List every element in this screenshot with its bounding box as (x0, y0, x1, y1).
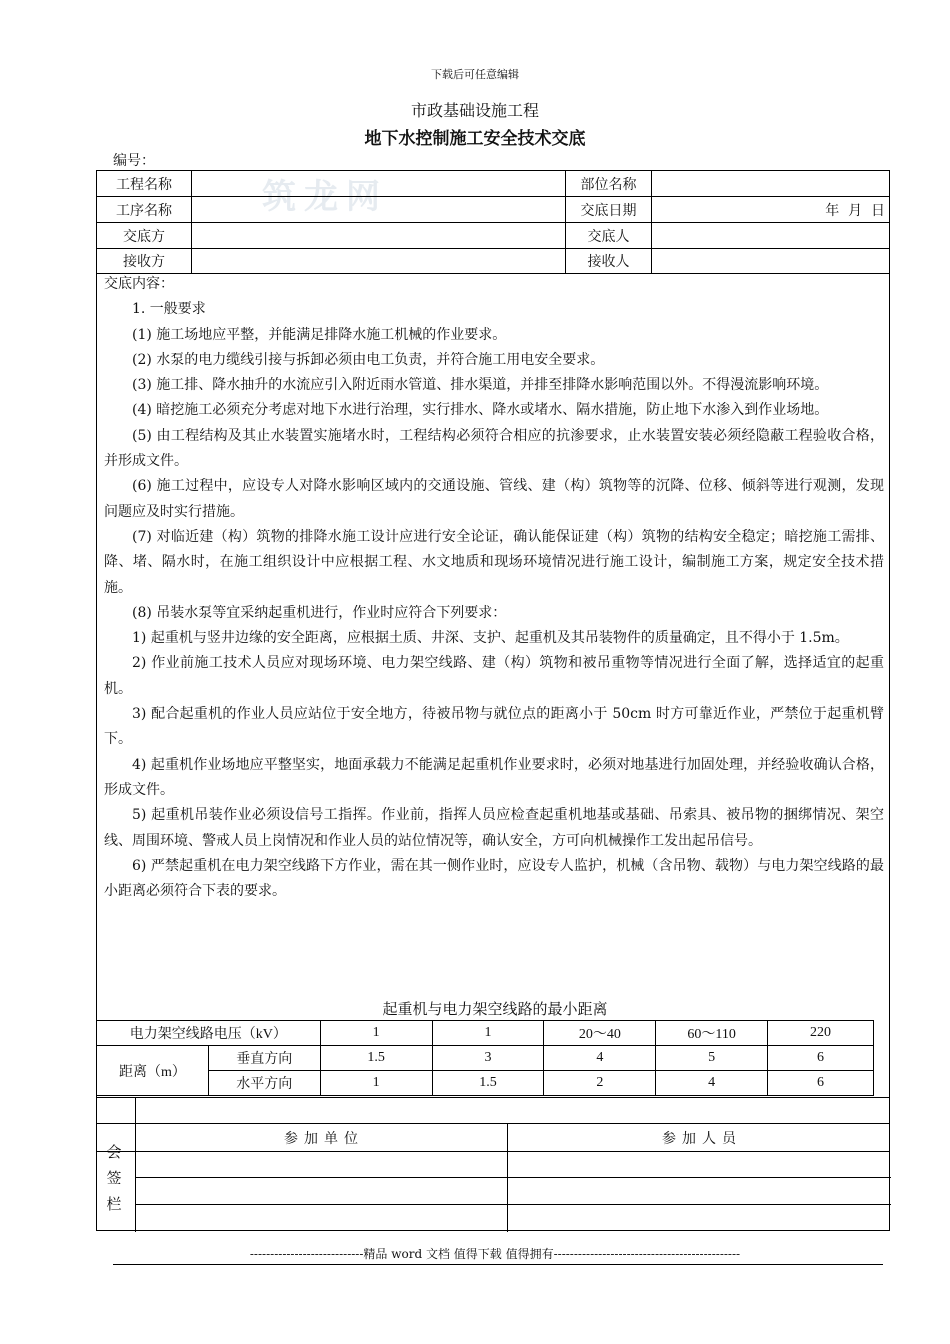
sign-char: 会 (106, 1143, 122, 1161)
receiver-field[interactable] (192, 249, 565, 273)
receiver-person-label: 接收人 (587, 254, 630, 270)
project-name-field[interactable] (192, 171, 565, 196)
handover-date-field[interactable]: 年 月 日 (825, 202, 885, 219)
content-paragraph: 3) 配合起重机的作业人员应站位于安全地方，待被吊物与就位点的距离小于 50cm 时方可靠近作业，严禁位于起重机臂下。 (104, 706, 884, 748)
sign-char: 签 (106, 1169, 122, 1187)
table-cell: 6 (768, 1046, 874, 1071)
giver-label: 交底方 (123, 228, 165, 245)
content-paragraph: 1. 一般要求 (132, 301, 206, 318)
content-paragraph: (4) 暗挖施工必须充分考虑对地下水进行治理，实行排水、降水或堵水、隔水措施，防止地下水渗入到作业场地。 (132, 402, 829, 419)
table-cell: 5 (656, 1046, 768, 1071)
table-cell: 3 (432, 1046, 544, 1071)
sign-side-label (104, 1139, 124, 1217)
receiver-person-field[interactable] (652, 249, 889, 273)
table-caption: 起重机与电力架空线路的最小距离 (382, 1000, 608, 1018)
handover-content (104, 272, 884, 904)
serial-label: 编号： (113, 153, 155, 169)
giver-person-field[interactable] (652, 223, 889, 248)
process-name-field[interactable] (192, 197, 565, 222)
giver-field[interactable] (192, 223, 565, 248)
sign-char: 栏 (106, 1195, 122, 1213)
content-paragraph: 2) 作业前施工技术人员应对现场环境、电力架空线路、建（构）筑物和被吊重物等情况进行全面了解，选择适宜的起重机。 (104, 655, 884, 697)
part-name-label: 部位名称 (580, 176, 637, 193)
table-cell: 1 (320, 1071, 432, 1096)
process-name-label: 工序名称 (116, 202, 172, 219)
voltage-label: 电力架空线路电压（kV） (97, 1021, 321, 1046)
receiver-label: 接收方 (123, 254, 165, 270)
table-cell: 1 (432, 1021, 544, 1046)
header-note: 下载后可任意编辑 (431, 68, 519, 81)
watermark: 筑龙网 (262, 177, 388, 217)
content-paragraph: (7) 对临近建（构）筑物的排降水施工设计应进行安全论证，确认能保证建（构）筑物的结构安全稳定；暗挖施工需排、降、堵、隔水时，在施工组织设计中应根据工程、水文地质和现场环境情况进行施工设计，编制施工方案，规定安全技术措施。 (104, 528, 884, 596)
content-paragraph: (1) 施工场地应平整，并能满足排降水施工机械的作业要求。 (132, 326, 507, 343)
content-paragraph: 6) 严禁起重机在电力架空线路下方作业，需在其一侧作业时，应设专人监护，机械（含吊物、载物）与电力架空线路的最小距离必须符合下表的要求。 (104, 857, 884, 900)
sign-unit-field[interactable] (135, 1150, 507, 1230)
document-subtitle: 市政基础设施工程 (410, 101, 539, 120)
content-paragraph: (5) 由工程结构及其止水装置实施堵水时，工程结构必须符合相应的抗渗要求，止水装置安装必须经隐蔽工程验收合格，并形成文件。 (104, 427, 884, 470)
content-paragraph: (2) 水泵的电力缆线引接与拆卸必须由电工负责，并符合施工用电安全要求。 (132, 351, 605, 368)
part-name-field[interactable] (652, 171, 889, 196)
footer-rule (113, 1264, 883, 1265)
table-cell: 2 (544, 1071, 656, 1096)
table-cell: 4 (544, 1046, 656, 1071)
content-label: 交底内容： (104, 276, 174, 292)
table-cell: 60～110 (656, 1021, 768, 1046)
sign-people-field[interactable] (508, 1150, 889, 1230)
table-cell: 6 (768, 1071, 874, 1096)
document-title: 地下水控制施工安全技术交底 (364, 129, 586, 149)
table-cell: 20～40 (544, 1021, 656, 1046)
distance-label: 距离（m） (97, 1046, 209, 1096)
giver-person-label: 交底人 (587, 228, 630, 245)
content-paragraph: (8) 吊装水泵等宜采纳起重机进行，作业时应符合下列要求： (132, 604, 507, 621)
content-paragraph: (6) 施工过程中，应设专人对降水影响区域内的交通设施、管线、建（构）筑物等的沉降、位移、倾斜等进行观测，发现问题应及时实行措施。 (104, 478, 884, 520)
table-row (97, 1071, 874, 1096)
horizontal-label: 水平方向 (208, 1071, 320, 1096)
distance-table (96, 1020, 874, 1096)
table-cell: 1.5 (320, 1046, 432, 1071)
content-paragraph: 5) 起重机吊装作业必须设信号工指挥。作业前，指挥人员应检查起重机地基或基础、吊索具、被吊物的捆绑情况、架空线、周围环境、警戒人员上岗情况和作业人员的站位情况等，确认安全，方可向机械操作工发出起吊信号。 (104, 807, 884, 849)
table-row (97, 1046, 874, 1071)
table-cell: 1 (320, 1021, 432, 1046)
content-paragraph: 4) 起重机作业场地应平整坚实，地面承载力不能满足起重机作业要求时，必须对地基进行加固处理，并经验收确认合格，形成文件。 (104, 756, 884, 798)
table-cell: 1.5 (432, 1071, 544, 1096)
content-paragraph: 1) 起重机与竖井边缘的安全距离，应根据土质、井深、支护、起重机及其吊装物件的质量确定，且不得小于 1.5m。 (132, 630, 849, 647)
table-cell: 4 (656, 1071, 768, 1096)
table-row (97, 1021, 874, 1046)
sign-unit-header: 参加单位 (284, 1131, 364, 1147)
project-name-label: 工程名称 (116, 176, 172, 193)
sign-people-header: 参加人员 (662, 1131, 742, 1147)
content-paragraph: (3) 施工排、降水抽升的水流应引入附近雨水管道、排水渠道，并排至排降水影响范围以外。不得漫流影响环境。 (132, 377, 829, 394)
table-cell: 220 (768, 1021, 874, 1046)
handover-date-label: 交底日期 (580, 202, 637, 219)
footer-note: ----------------------------精品 word 文档 值得下载 值得拥有---------------------------------------------- (249, 1247, 741, 1261)
vertical-label: 垂直方向 (208, 1046, 320, 1071)
